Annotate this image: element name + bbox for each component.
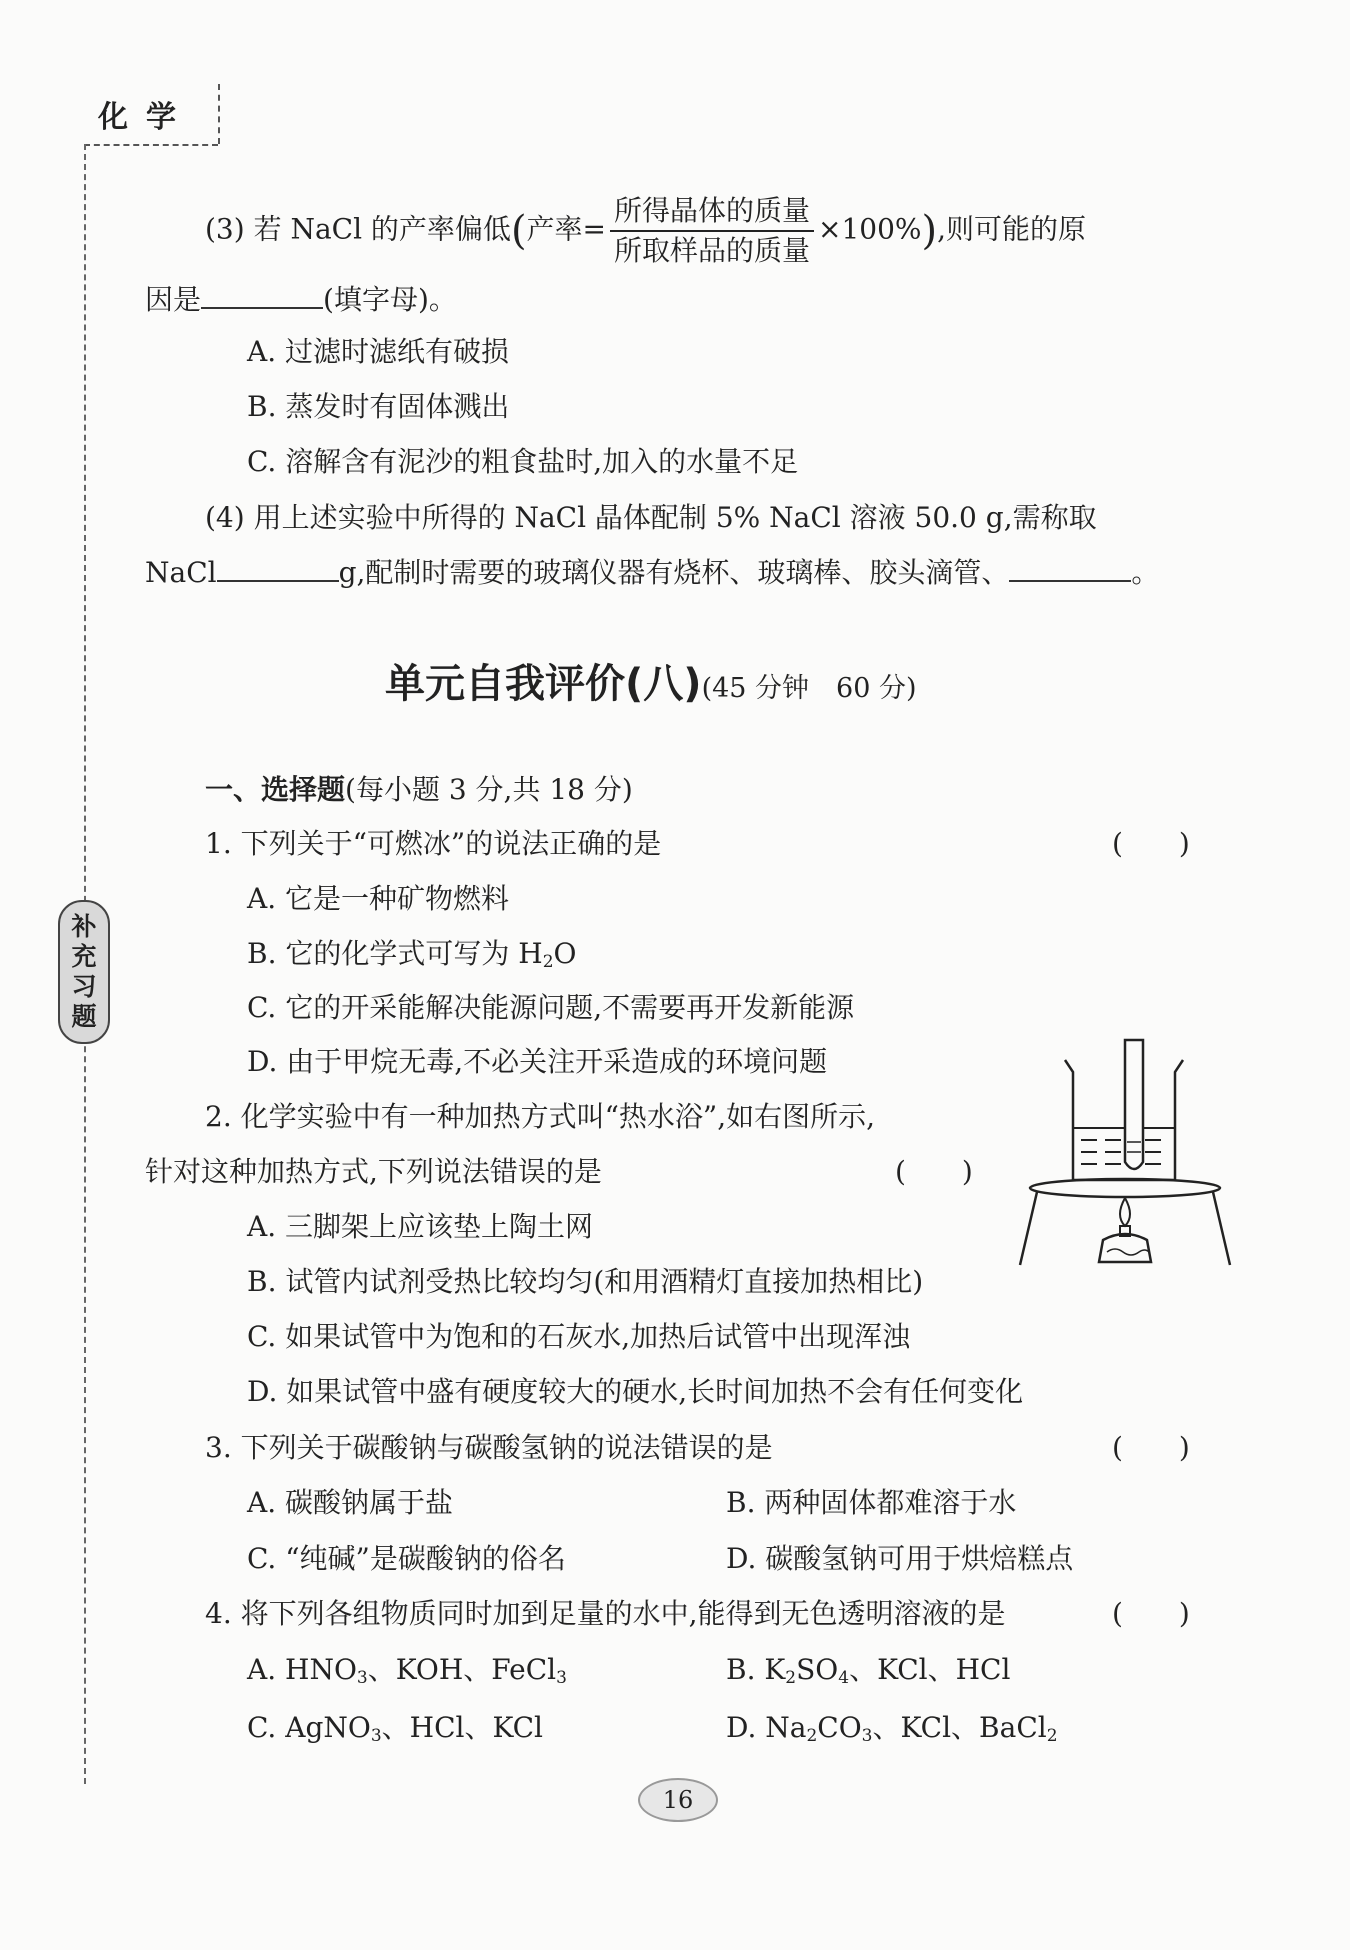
option-text: B. 它的化学式可写为 H xyxy=(247,937,543,970)
option-text: 、KOH、FeCl xyxy=(367,1653,557,1686)
mc-q3-option-b: B. 两种固体都难溶于水 xyxy=(726,1486,1017,1519)
option-text: 、KCl、BaCl xyxy=(872,1711,1047,1744)
water-bath-figure xyxy=(1015,1030,1245,1270)
side-badge-char: 充 xyxy=(71,942,97,971)
side-badge-char: 补 xyxy=(71,912,97,941)
option-text: D. Na xyxy=(726,1711,807,1744)
side-badge-char: 习 xyxy=(71,972,97,1001)
mc-q1-option-b xyxy=(247,932,577,972)
mc-q2-option-d: D. 如果试管中盛有硬度较大的硬水,长时间加热不会有任何变化 xyxy=(247,1375,1024,1408)
q4-line1: (4) 用上述实验中所得的 NaCl 晶体配制 5% NaCl 溶液 50.0 g,需称取 xyxy=(205,501,1097,534)
q3-option-c: C. 溶解含有泥沙的粗食盐时,加入的水量不足 xyxy=(247,445,799,478)
option-text: SO xyxy=(796,1653,839,1686)
page-number: 16 xyxy=(638,1778,718,1822)
answer-paren[interactable]: ( ) xyxy=(895,1155,973,1188)
mc-q1-option-d: D. 由于甲烷无毒,不必关注开采造成的环境问题 xyxy=(247,1045,828,1078)
mc-q2-stem1: 2. 化学实验中有一种加热方式叫“热水浴”,如右图所示, xyxy=(205,1100,876,1133)
option-text: B. K xyxy=(726,1653,786,1686)
section-title-text: 单元自我评价(八) xyxy=(385,661,702,707)
q4-line2-middle: g,配制时需要的玻璃仪器有烧杯、玻璃棒、胶头滴管、 xyxy=(338,556,1010,589)
subscript: 3 xyxy=(356,1668,368,1688)
subscript: 3 xyxy=(370,1726,382,1746)
subject-tag: 化学 xyxy=(98,100,194,135)
mc-q1-option-a: A. 它是一种矿物燃料 xyxy=(247,882,510,915)
fraction-numerator: 所得晶体的质量 xyxy=(610,192,814,232)
mc-q3-stem: 3. 下列关于碳酸钠与碳酸氢钠的说法错误的是 xyxy=(205,1431,773,1464)
mc-q1-option-c: C. 它的开采能解决能源问题,不需要再开发新能源 xyxy=(247,991,855,1024)
q3-line2-prefix: 因是 xyxy=(145,283,202,316)
q3-paren-open: ( xyxy=(510,208,527,254)
q3-option-b: B. 蒸发时有固体溅出 xyxy=(247,390,510,423)
subscript: 2 xyxy=(1046,1726,1058,1746)
q3-option-a: A. 过滤时滤纸有破损 xyxy=(247,335,510,368)
answer-blank[interactable] xyxy=(201,281,323,309)
yield-fraction xyxy=(610,192,814,270)
part1-note: (每小题 3 分,共 18 分) xyxy=(345,773,633,806)
mc-q4-option-d xyxy=(726,1706,1058,1746)
mc-q4-option-a xyxy=(247,1648,567,1688)
q4-line2-end: 。 xyxy=(1131,556,1160,589)
option-text: C. AgNO xyxy=(247,1711,371,1744)
subscript: 3 xyxy=(556,1668,567,1688)
answer-paren[interactable]: ( ) xyxy=(1112,827,1190,860)
q3-tail: ,则可能的原 xyxy=(937,212,1087,246)
option-text: 、KCl、HCl xyxy=(849,1653,1011,1686)
mc-q4-stem: 4. 将下列各组物质同时加到足量的水中,能得到无色透明溶液的是 xyxy=(205,1597,1006,1630)
mc-q2-option-c: C. 如果试管中为饱和的石灰水,加热后试管中出现浑浊 xyxy=(247,1320,911,1353)
answer-paren[interactable]: ( ) xyxy=(1112,1431,1190,1464)
q3-line1 xyxy=(205,192,1086,270)
mc-q1-stem: 1. 下列关于“可燃冰”的说法正确的是 xyxy=(205,827,662,860)
subscript: 4 xyxy=(838,1668,850,1688)
side-badge-char: 题 xyxy=(71,1002,97,1031)
q3-line2-suffix: (填字母)。 xyxy=(323,283,457,316)
option-text: A. HNO xyxy=(247,1653,357,1686)
mc-q2-option-b: B. 试管内试剂受热比较均匀(和用酒精灯直接加热相比) xyxy=(247,1265,924,1298)
q3-line2 xyxy=(145,278,457,318)
answer-blank[interactable] xyxy=(1009,554,1131,582)
answer-paren[interactable]: ( ) xyxy=(1112,1597,1190,1630)
mc-q3-option-a: A. 碳酸钠属于盐 xyxy=(247,1486,454,1519)
subscript: 2 xyxy=(542,952,554,972)
subscript: 2 xyxy=(806,1726,818,1746)
option-text: CO xyxy=(817,1711,862,1744)
mc-q2-stem2: 针对这种加热方式,下列说法错误的是 xyxy=(145,1155,602,1188)
mc-q3-option-d: D. 碳酸氢钠可用于烘焙糕点 xyxy=(726,1542,1074,1575)
q4-line2-prefix: NaCl xyxy=(145,556,217,589)
header-divider xyxy=(218,84,220,144)
mc-q4-option-b xyxy=(726,1648,1010,1688)
header-underline xyxy=(84,144,218,146)
option-text: 、HCl、KCl xyxy=(381,1711,543,1744)
mc-q3-option-c: C. “纯碱”是碳酸钠的俗名 xyxy=(247,1542,566,1575)
q3-times: ×100% xyxy=(818,212,922,246)
q3-intro: (3) 若 NaCl 的产率偏低 xyxy=(205,212,511,246)
q3-rate-label: 产率= xyxy=(526,212,607,246)
subscript: 3 xyxy=(861,1726,873,1746)
part1-title-text: 一、选择题 xyxy=(205,773,346,806)
q3-paren-close: ) xyxy=(921,208,938,254)
answer-blank[interactable] xyxy=(217,554,339,582)
fraction-denominator: 所取样品的质量 xyxy=(614,234,811,267)
q4-line2 xyxy=(145,551,1159,591)
option-text: O xyxy=(553,937,577,970)
mc-q4-option-c xyxy=(247,1706,543,1746)
side-badge xyxy=(58,900,110,1044)
mc-q2-option-a: A. 三脚架上应该垫上陶土网 xyxy=(247,1210,594,1243)
section-title xyxy=(385,652,917,709)
part1-title xyxy=(205,768,633,808)
subscript: 2 xyxy=(785,1668,797,1688)
section-meta: (45 分钟 60 分) xyxy=(701,673,917,704)
